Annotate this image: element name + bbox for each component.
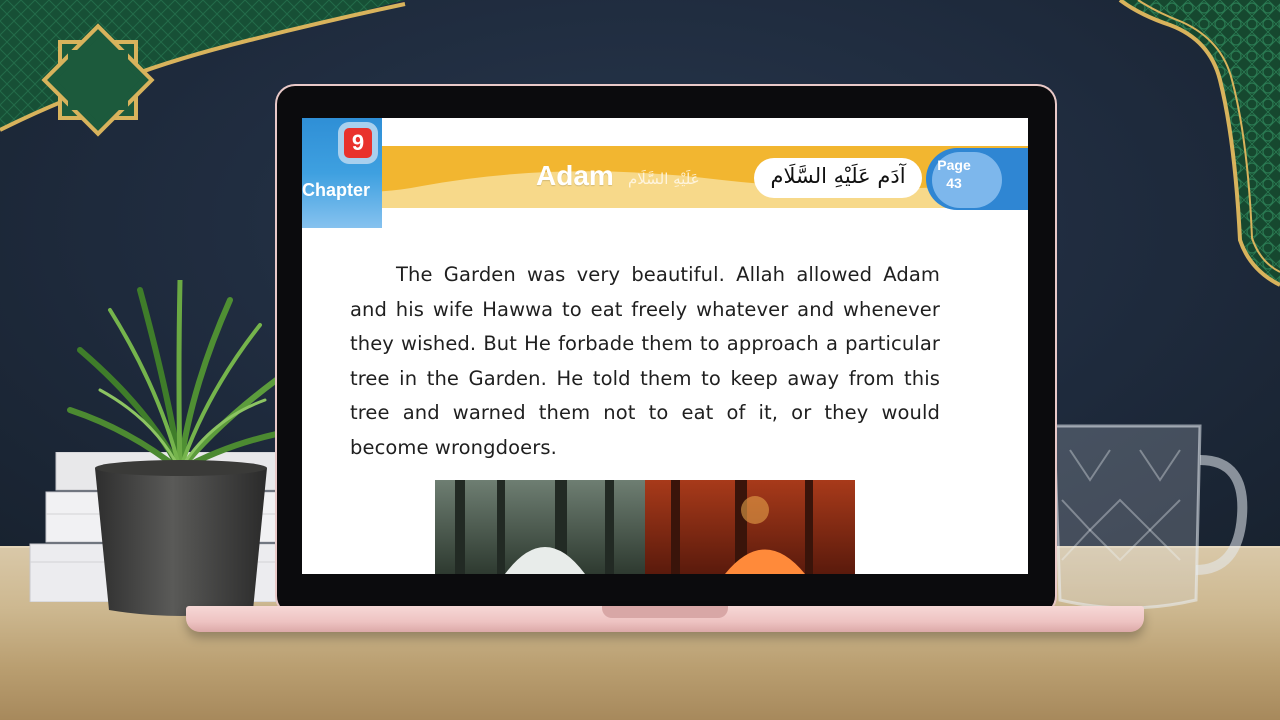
chapter-title: Adam bbox=[536, 160, 614, 191]
garden-illustration bbox=[435, 480, 855, 574]
arabic-title: آدَم عَلَيْهِ السَّلَام bbox=[770, 164, 906, 188]
arch-lattice-icon bbox=[1100, 0, 1280, 290]
plant-pot bbox=[93, 460, 269, 620]
title-honorific: عَلَيْهِ السَّلَام bbox=[628, 170, 700, 188]
page-label: Page bbox=[937, 157, 971, 173]
page-number: 43 bbox=[946, 175, 962, 191]
story-paragraph: The Garden was very beautiful. Allah allowed Adam and his wife Hawwa to eat freely whatever and whenever they wished. But He forbade them to approach a particular tree in the Garden. He told them to keep away from this tree and warned them not to eat of it, or they would become wrongdoers. bbox=[350, 263, 940, 459]
laptop-trackpad-notch bbox=[602, 606, 728, 618]
chapter-number: 9 bbox=[344, 128, 372, 158]
laptop-screen bbox=[302, 118, 1028, 574]
chapter-label: Chapter bbox=[302, 180, 371, 200]
glass-mug bbox=[1050, 420, 1250, 620]
plant-leaves bbox=[60, 280, 300, 480]
